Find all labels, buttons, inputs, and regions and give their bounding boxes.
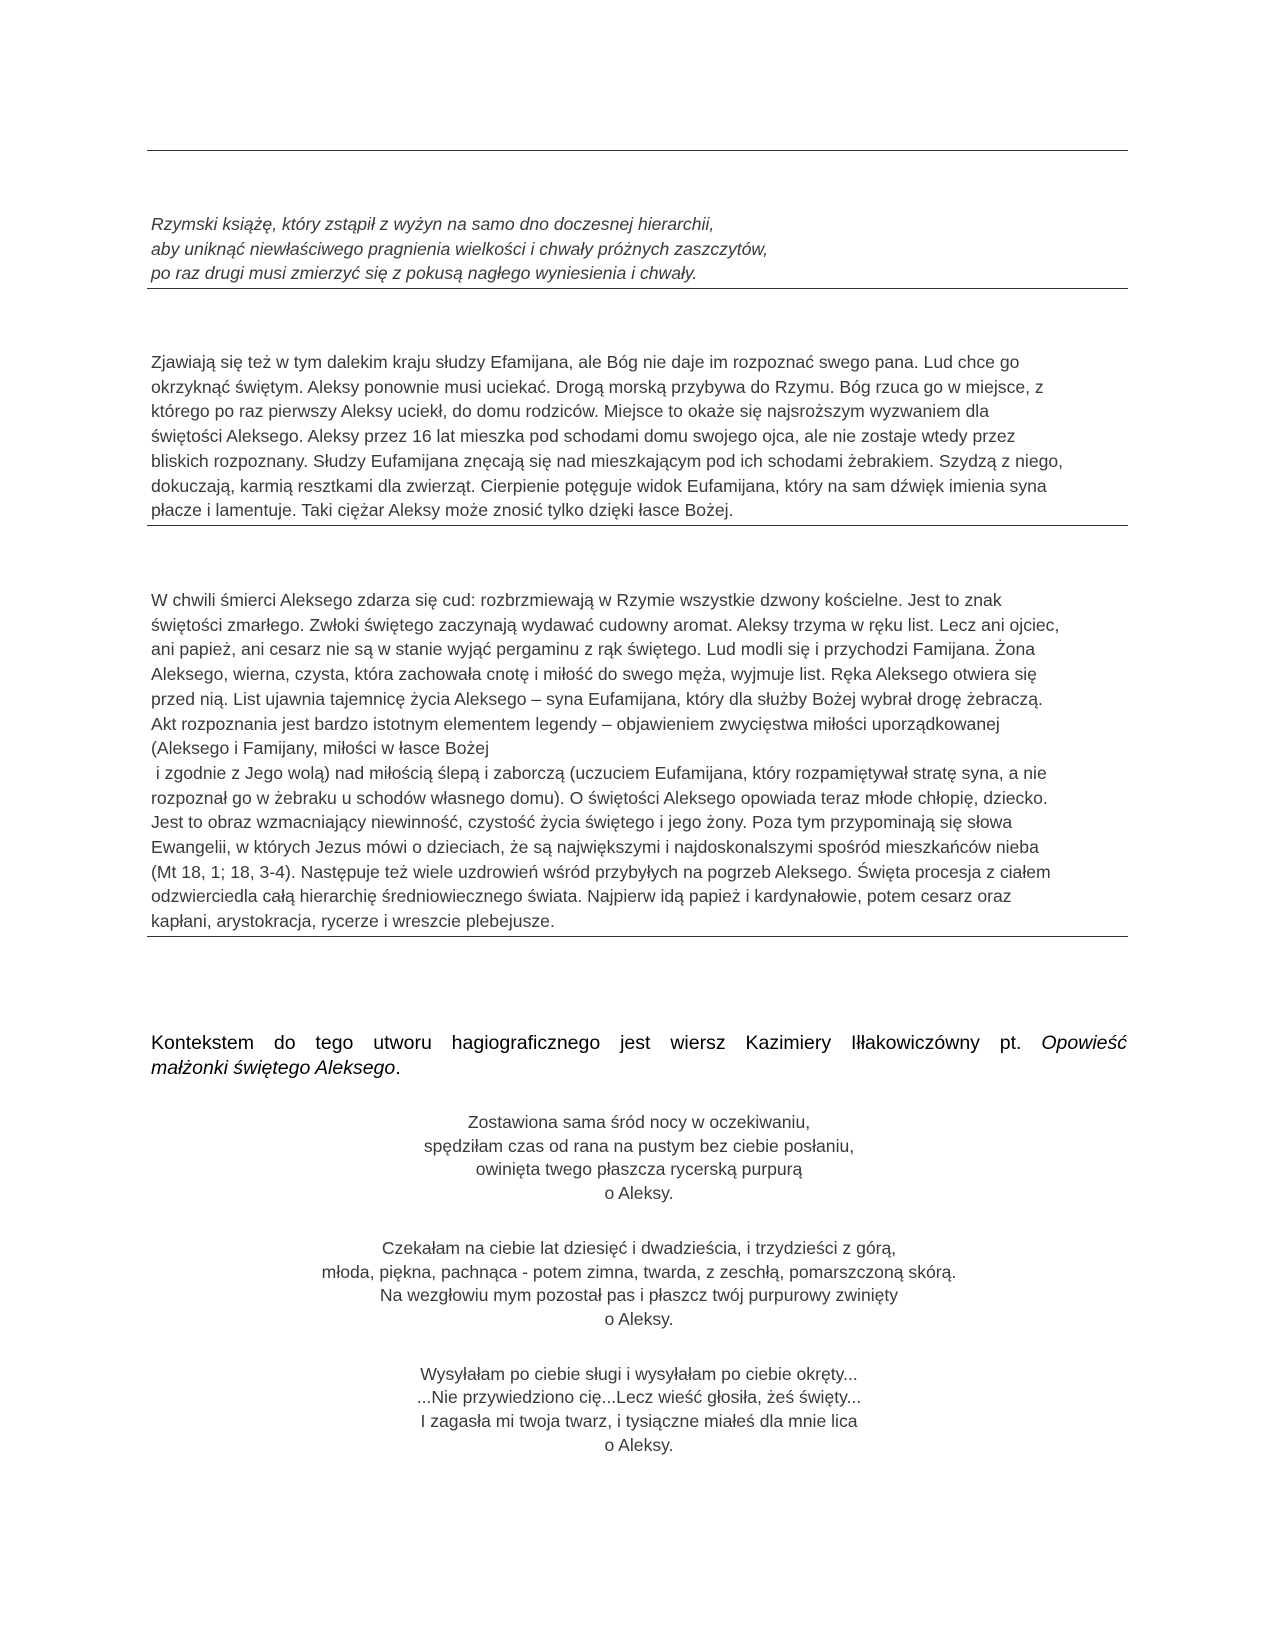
context-line: [151, 1056, 1127, 1081]
poem-stanza-1: [151, 1111, 1127, 1206]
paragraph-line: Zjawiają się też w tym dalekim kraju słudzy Efamijana, ale Bóg nie daje im rozpoznać swego pana. Lud chce go: [151, 352, 1020, 372]
paragraph-line: świętości zmarłego. Zwłoki świętego zaczynają wydawać cudowny aromat. Aleksy trzyma w ręku list. Lecz ani ojciec,: [151, 614, 1060, 635]
poem-title-part: małżonki świętego Aleksego: [151, 1056, 396, 1079]
paragraph-line: kapłani, arystokracja, rycerze i wreszcie plebejusze.: [151, 911, 555, 932]
paragraph-line: rozpoznał go w żebraku u schodów własnego domu). O świętości Aleksego opowiada teraz młode chłopię, dziecko.: [151, 787, 1048, 808]
quote-block: [151, 212, 1127, 286]
poem-refrain: o Aleksy.: [604, 1183, 674, 1204]
poem-line: I zagasła mi twoja twarz, i tysiączne miałeś dla mnie lica: [420, 1411, 858, 1432]
context-text: Kontekstem do tego utworu hagiograficznego jest wiersz Kazimiery Iłłakowiczówny pt.: [151, 1032, 1022, 1054]
poem-refrain: o Aleksy.: [604, 1434, 674, 1455]
paragraph-line: świętości Aleksego. Aleksy przez 16 lat mieszka pod schodami domu swojego ojca, ale nie zostaje wtedy przez: [151, 426, 1016, 447]
poem-line: ...Nie przywiedziono cię...Lecz wieść głosiła, żeś święty...: [416, 1387, 862, 1408]
horizontal-rule: [147, 288, 1128, 289]
paragraph-line: którego po raz pierwszy Aleksy uciekł, do domu rodziców. Miejsce to okaże się najsroższym wyzwaniem dla: [151, 401, 989, 422]
paragraph-line: Ewangelii, w których Jezus mówi o dzieciach, że są największymi i najdoskonalszymi spośród mieszkańców nieba: [151, 837, 1039, 858]
poem-line: owinięta twego płaszcza rycerską purpurą: [475, 1159, 803, 1180]
paragraph-1: [151, 350, 1127, 523]
paragraph-line: odzwierciedla całą hierarchię średniowiecznego świata. Najpierw idą papież i kardynałowie, potem cesarz oraz: [151, 886, 1012, 907]
poem-line: Na wezgłowiu mym pozostał pas i płaszcz twój purpurowy zwinięty: [379, 1285, 899, 1306]
context-paragraph: [151, 1031, 1127, 1080]
horizontal-rule: [147, 936, 1128, 937]
poem-refrain: o Aleksy.: [604, 1308, 674, 1329]
paragraph-line: płacze i lamentuje. Taki ciężar Aleksy może znosić tylko dzięki łasce Bożej.: [151, 500, 734, 521]
quote-line: po raz drugi musi zmierzyć się z pokusą nagłego wyniesienia i chwały.: [151, 263, 698, 284]
paragraph-line: ani papież, ani cesarz nie są w stanie wyjąć pergaminu z rąk świętego. Lud modli się i przychodzi Famijana. Żona: [151, 639, 1036, 660]
paragraph-2: [151, 588, 1127, 934]
quote-line: aby uniknąć niewłaściwego pragnienia wielkości i chwały próżnych zaszczytów,: [151, 238, 769, 259]
paragraph-line: W chwili śmierci Aleksego zdarza się cud: rozbrzmiewają w Rzymie wszystkie dzwony kościelne. Jest to znak: [151, 590, 1002, 610]
quote-line: Rzymski książę, który zstąpił z wyżyn na samo dno doczesnej hierarchii,: [151, 214, 715, 234]
poem-line: Wysyłałam po ciebie sługi i wysyłałam po ciebie okręty...: [420, 1363, 858, 1384]
context-end: .: [395, 1056, 401, 1079]
paragraph-line: okrzyknąć świętym. Aleksy ponownie musi uciekać. Drogą morską przybywa do Rzymu. Bóg rzuca go w miejsce, z: [151, 376, 1044, 397]
paragraph-line: Jest to obraz wzmacniający niewinność, czystość życia świętego i jego żony. Poza tym przypominają się słowa: [151, 812, 1013, 833]
poem-line: spędziłam czas od rana na pustym bez ciebie posłaniu,: [423, 1135, 855, 1156]
poem-line: młoda, piękna, pachnąca - potem zimna, twarda, z zeschłą, pomarszczoną skórą.: [321, 1261, 957, 1282]
poem-line: Czekałam na ciebie lat dziesięć i dwadzieścia, i trzydzieści z górą,: [381, 1237, 897, 1258]
horizontal-rule: [147, 525, 1128, 526]
poem-line: Zostawiona sama śród nocy w oczekiwaniu,: [467, 1112, 811, 1132]
paragraph-line: przed nią. List ujawnia tajemnicę życia Aleksego – syna Eufamijana, który dla służby Bożej wybrał drogę żebraczą.: [151, 688, 1043, 709]
paragraph-line: Aleksego, wierna, czysta, która zachowała cnotę i miłość do swego męża, wyjmuje list. Ręka Aleksego otwiera się: [151, 664, 1037, 685]
poem-title-part: Opowieść: [1041, 1032, 1127, 1054]
paragraph-line: Akt rozpoznania jest bardzo istotnym elementem legendy – objawieniem zwycięstwa miłości uporządkowanej: [151, 713, 1000, 734]
paragraph-line: bliskich rozpoznany. Słudzy Eufamijana znęcają się nad mieszkającym pod ich schodami żebrakiem. Szydzą z niego,: [151, 450, 1064, 471]
poem-stanza-3: [151, 1363, 1127, 1458]
paragraph-line: (Mt 18, 1; 18, 3-4). Następuje też wiele uzdrowień wśród przybyłych na pogrzeb Aleksego. Święta procesja z ciałem: [151, 861, 1051, 882]
horizontal-rule: [147, 150, 1128, 151]
poem: [151, 1111, 1127, 1488]
paragraph-line: (Aleksego i Famijany, miłości w łasce Bożej: [151, 738, 489, 759]
poem-stanza-2: [151, 1237, 1127, 1332]
paragraph-line: dokuczają, karmią resztkami dla zwierząt. Cierpienie potęguje widok Eufamijana, który na sam dźwięk imienia syna: [151, 475, 1047, 496]
context-line: [151, 1031, 1127, 1056]
paragraph-line: i zgodnie z Jego wolą) nad miłością ślepą i zaborczą (uczuciem Eufamijana, który rozpamiętywał stratę syna, a nie: [151, 762, 1047, 783]
